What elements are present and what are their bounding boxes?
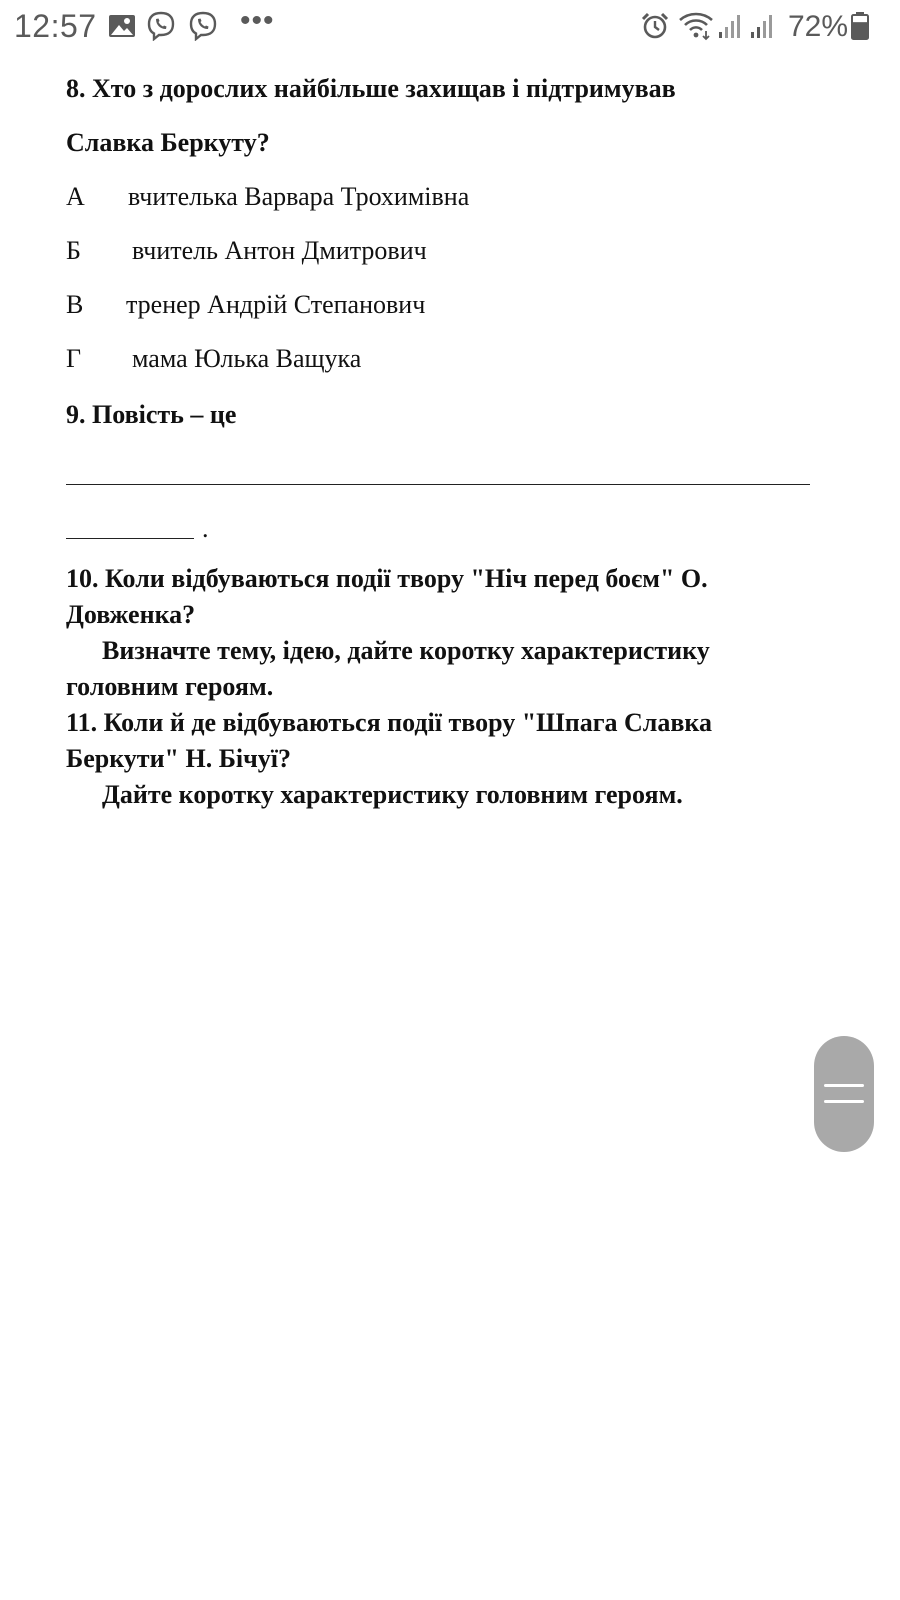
option-letter: В xyxy=(66,290,84,319)
battery-percent: 72% xyxy=(788,10,849,43)
question-10-line-2: Довженка? xyxy=(66,600,196,629)
drag-handle-icon xyxy=(824,1100,864,1103)
option-text: вчитель Антон Дмитрович xyxy=(132,236,427,265)
blank-end-mark: . xyxy=(202,514,209,543)
option-letter: Г xyxy=(66,344,82,373)
option-letter: А xyxy=(66,182,85,211)
question-11-line-3: Дайте коротку характеристику головним героям. xyxy=(102,780,683,809)
answer-blank-line-short xyxy=(66,538,194,539)
answer-blank-line xyxy=(66,484,810,485)
status-time: 12:57 xyxy=(14,8,97,44)
option-text: тренер Андрій Степанович xyxy=(126,290,426,319)
scroll-handle[interactable] xyxy=(814,1036,874,1152)
gallery-icon xyxy=(108,12,136,40)
option-text: мама Юлька Ващука xyxy=(132,344,362,373)
viber-icon xyxy=(146,12,176,40)
option-text: вчителька Варвара Трохимівна xyxy=(128,182,470,211)
question-8-line-2: Славка Беркуту? xyxy=(66,128,270,157)
more-notifications-icon: ••• xyxy=(240,4,275,37)
question-11-line-1: 11. Коли й де відбуваються події твору "Шпага Славка xyxy=(66,708,712,737)
question-8-line-1: 8. Хто з дорослих найбільше захищав і підтримував xyxy=(66,74,676,103)
status-bar xyxy=(0,0,900,58)
question-10-line-4: головним героям. xyxy=(66,672,274,701)
question-10-line-3: Визначте тему, ідею, дайте коротку характеристику xyxy=(102,636,710,665)
option-letter: Б xyxy=(66,236,81,265)
question-10-line-1: 10. Коли відбуваються події твору "Ніч перед боєм" О. xyxy=(66,564,708,593)
signal-icon xyxy=(750,12,776,40)
signal-icon xyxy=(718,12,744,40)
battery-icon xyxy=(850,12,870,40)
wifi-icon xyxy=(678,12,714,40)
question-9-title: 9. Повість – це xyxy=(66,400,237,429)
alarm-icon xyxy=(640,12,670,40)
viber-icon xyxy=(188,12,218,40)
drag-handle-icon xyxy=(824,1084,864,1087)
question-11-line-2: Беркути" Н. Бічуї? xyxy=(66,744,292,773)
